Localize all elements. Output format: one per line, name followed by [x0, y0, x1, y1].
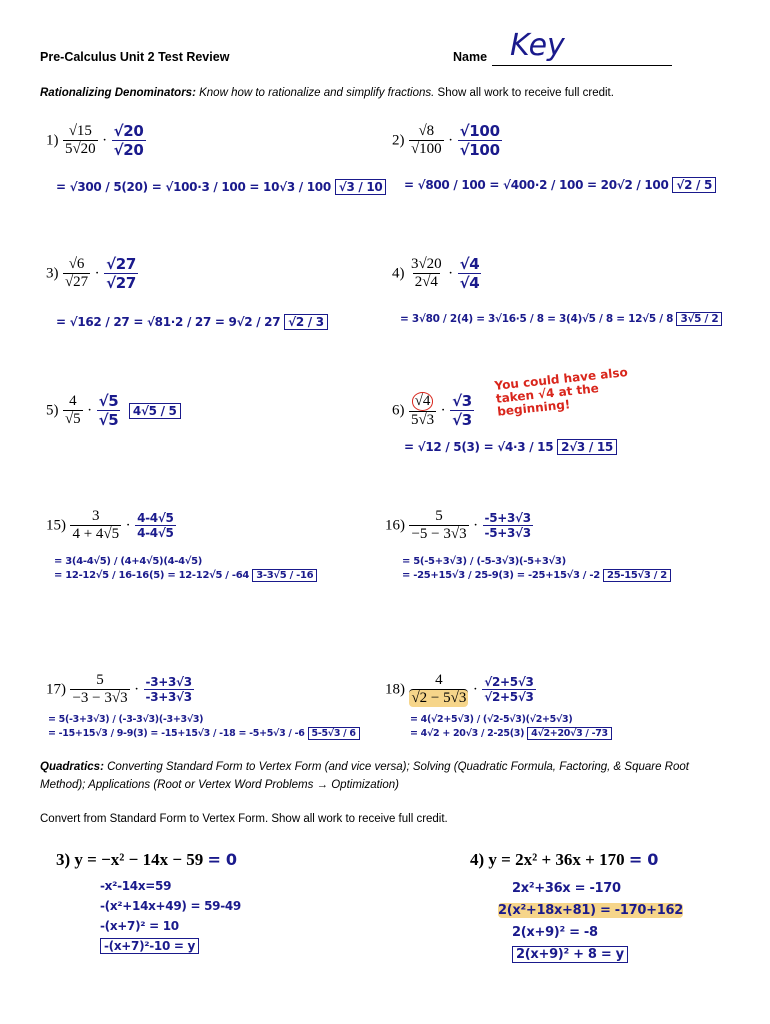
problem-16: 16) $\frac{5}{-5 - 3√3}$ · $\frac{-5+3√3}{-5+3√3}$ — [385, 508, 531, 542]
answer-box: 3-3√5 / -16 — [252, 569, 317, 582]
problem-expression: $\frac{3}{4 + 4√5}$ — [72, 508, 120, 542]
vertex-problem-4-work: 2x²+36x = -170 2(x²+18x+81) = -170+162 2(x+9)² = -8 2(x+9)² + 8 = y — [498, 881, 683, 962]
problem-number: 1) — [46, 132, 59, 149]
problem-number: 3) — [46, 265, 59, 282]
vertex-problem-3-work: -x²-14x=59 -(x²+14x+49) = 59-49 -(x+7)² = 10 -(x+7)²-10 = y — [100, 879, 241, 953]
problem-number: 2) — [392, 132, 405, 149]
problem-number: 18) — [385, 681, 405, 698]
multiplier: $\frac{√100}{√100}$ — [459, 122, 500, 159]
answer-box: 2√3 / 15 — [557, 439, 617, 455]
problem-5: 5) $\frac{4}{√5}$ · $\frac{√5}{√5}$ 4√5 / 5 — [46, 392, 181, 429]
multiplier: $\frac{-5+3√3}{-5+3√3}$ — [484, 511, 531, 540]
problem-expression: $\frac{5}{-5 - 3√3}$ — [411, 508, 467, 542]
problem-17: 17) $\frac{5}{-3 - 3√3}$ · $\frac{-3+3√3}{-3+3√3}$ — [46, 672, 192, 706]
problem-15: 15) $\frac{3}{4 + 4√5}$ · $\frac{4-4√5}{4-4√5}$ — [46, 508, 174, 542]
problem-number: 15) — [46, 517, 66, 534]
teacher-note: You could have also taken √4 at the beginning! — [493, 365, 629, 419]
answer-box: 5-5√3 / 6 — [308, 727, 360, 740]
problem-3-work: = √162 / 27 = √81·2 / 27 = 9√2 / 27 √2 / 3 — [56, 315, 328, 329]
problem-expression: $\frac{√4}{5√3}$ — [410, 393, 435, 428]
problem-17-work: = 5(-3+3√3) / (-3-3√3)(-3+3√3) = -15+15√3 / 9-9(3) = -15+15√3 / -18 = -5+5√3 / -6 5-5√3 / 6 — [48, 714, 360, 739]
rationalizing-show-work: Show all work to receive full credit. — [437, 87, 614, 99]
quadratics-heading: Quadratics: — [40, 761, 104, 773]
problem-6-work: = √12 / 5(3) = √4·3 / 15 2√3 / 15 — [404, 440, 617, 454]
rationalizing-instructions — [40, 84, 740, 102]
answer-box: 4√2+20√3 / -73 — [527, 727, 612, 740]
name-value: Key — [510, 28, 565, 63]
answer-box: 25-15√3 / 2 — [603, 569, 671, 582]
problem-number: 16) — [385, 517, 405, 534]
multiplier: $\frac{4-4√5}{4-4√5}$ — [137, 511, 174, 540]
problem-expression: $\frac{3√20}{2√4}$ — [410, 256, 442, 290]
answer-box: 3√5 / 2 — [676, 312, 722, 326]
problem-number: 6) — [392, 402, 405, 419]
multiplier: $\frac{√4}{√4}$ — [459, 255, 480, 292]
problem-expression: $\frac{5}{-3 - 3√3}$ — [72, 672, 128, 706]
problem-expression: $\frac{4}{√5}$ — [64, 393, 81, 427]
page-title: Pre-Calculus Unit 2 Test Review — [40, 50, 230, 64]
answer-box: 4√5 / 5 — [129, 403, 181, 419]
multiplier: $\frac{√27}{√27}$ — [106, 255, 137, 292]
quadratics-description: Converting Standard Form to Vertex Form (and vice versa); Solving (Quadratic Formula, Factoring, & Square Root Method); Applications (Root or Vertex Word Problems → Optimization) — [40, 761, 689, 791]
answer-box: √3 / 10 — [335, 179, 387, 195]
vertex-problem-4: 4) y = 2x² + 36x + 170 = 0 — [470, 850, 659, 869]
multiplier: $\frac{-3+3√3}{-3+3√3}$ — [145, 675, 192, 704]
problem-number: 4) — [392, 265, 405, 282]
multiplier: $\frac{√20}{√20}$ — [113, 122, 144, 159]
problem-2: 2) $\frac{√8}{√100}$ · $\frac{√100}{√100}$ — [392, 122, 500, 159]
multiplier: $\frac{√2+5√3}{√2+5√3}$ — [484, 675, 534, 704]
problem-2-work: = √800 / 100 = √400·2 / 100 = 20√2 / 100 √2 / 5 — [404, 178, 716, 192]
problem-4-work: = 3√80 / 2(4) = 3√16·5 / 8 = 3(4)√5 / 8 = 12√5 / 8 3√5 / 2 — [400, 313, 722, 325]
answer-box: 2(x+9)² + 8 = y — [512, 946, 628, 963]
problem-expression: $\frac{√15}{5√20}$ — [64, 123, 96, 157]
problem-expression: $\frac{√6}{√27}$ — [64, 256, 89, 290]
problem-1: 1) $\frac{√15}{5√20}$ · $\frac{√20}{√20}$ — [46, 122, 144, 159]
problem-18-work: = 4(√2+5√3) / (√2-5√3)(√2+5√3) = 4√2 + 20√3 / 2-25(3) 4√2+20√3 / -73 — [410, 714, 612, 739]
problem-expression: $\frac{√8}{√100}$ — [410, 123, 442, 157]
problem-expression: $\frac{4}{√2 - 5√3}$ — [411, 672, 467, 706]
quadratics-section — [40, 758, 730, 794]
multiplier: $\frac{√3}{√3}$ — [452, 392, 472, 429]
problem-15-work: = 3(4-4√5) / (4+4√5)(4-4√5) = 12-12√5 / 16-16(5) = 12-12√5 / -64 3-3√5 / -16 — [54, 556, 317, 581]
answer-box: -(x+7)²-10 = y — [100, 938, 199, 954]
problem-1-work: = √300 / 5(20) = √100·3 / 100 = 10√3 / 100 √3 / 10 — [56, 180, 386, 194]
problem-4: 4) $\frac{3√20}{2√4}$ · $\frac{√4}{√4}$ — [392, 255, 480, 292]
multiplier: $\frac{√5}{√5}$ — [98, 392, 119, 429]
answer-box: √2 / 5 — [672, 177, 716, 193]
convert-instructions: Convert from Standard Form to Vertex Form. Show all work to receive full credit. — [40, 813, 448, 825]
vertex-problem-3: 3) y = −x² − 14x − 59 = 0 — [56, 850, 237, 869]
rationalizing-text: Know how to rationalize and simplify fractions. — [199, 87, 435, 99]
name-line — [492, 65, 672, 66]
answer-box: √2 / 3 — [284, 314, 328, 330]
problem-18: 18) $\frac{4}{√2 - 5√3}$ · $\frac{√2+5√3}{√2+5√3}$ — [385, 672, 534, 706]
problem-3: 3) $\frac{√6}{√27}$ · $\frac{√27}{√27}$ — [46, 255, 137, 292]
name-label: Name — [453, 50, 488, 64]
rationalizing-heading: Rationalizing Denominators: — [40, 87, 196, 99]
problem-number: 5) — [46, 402, 59, 419]
problem-16-work: = 5(-5+3√3) / (-5-3√3)(-5+3√3) = -25+15√3 / 25-9(3) = -25+15√3 / -2 25-15√3 / 2 — [402, 556, 671, 581]
problem-6: 6) $\frac{√4}{5√3}$ · $\frac{√3}{√3}$ — [392, 392, 472, 429]
problem-number: 17) — [46, 681, 66, 698]
